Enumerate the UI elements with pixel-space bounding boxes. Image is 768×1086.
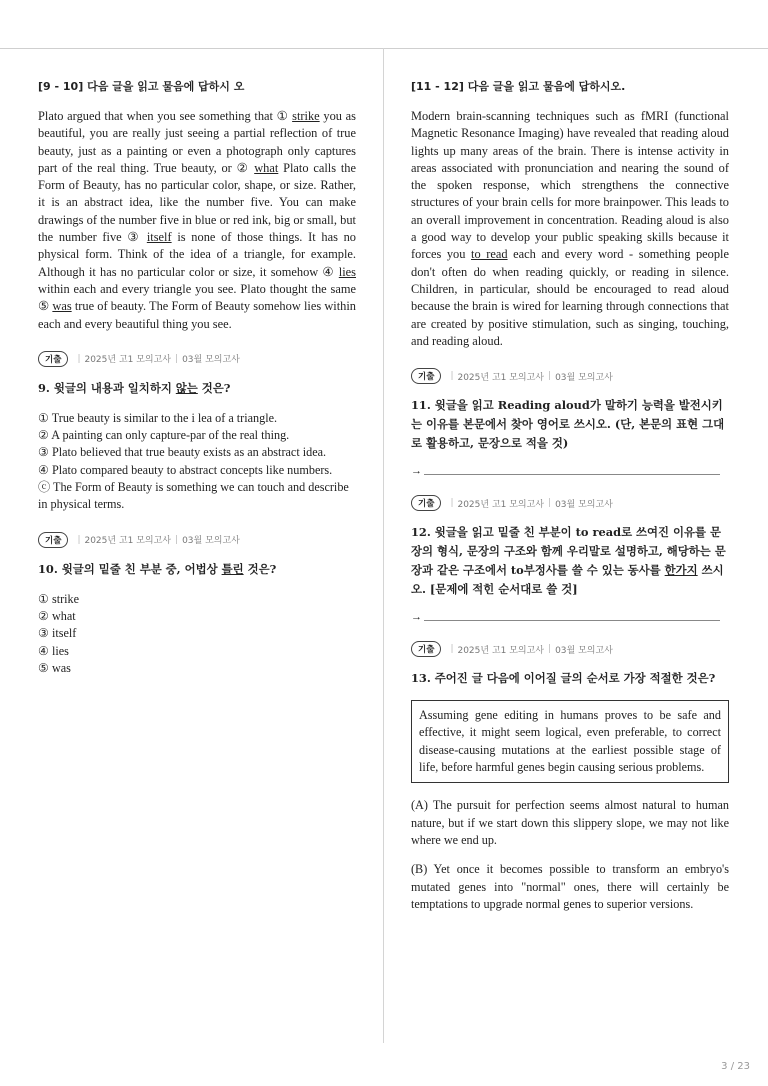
underlined-word: itself [146,230,172,245]
exam-month: 03월 모의고사 [182,355,240,366]
question-10-options [38,591,356,677]
source-badge: 기출 [411,641,441,657]
meta-separator: | [77,534,81,545]
paragraph-a: (A) The pursuit for perfection seems almost natural to human nature, but if we start down this slippery slope, we may not like where we end up. [411,798,729,847]
right-column [411,78,729,925]
underlined-word: what [254,160,279,175]
meta-separator: | [450,644,454,655]
meta-separator: | [450,498,454,509]
question-meta-9 [38,351,356,367]
passage-text: you as beautiful, you are really just seeing a partial reflection of true beauty, just as a painting or even a photograph only captures part of the real thing. True beauty, or ② [38,109,356,175]
passage-reading-aloud [411,108,729,350]
source-badge: 기출 [411,368,441,384]
question-10-title: 10. 윗글의 밑줄 친 부분 중, 어법상 틀린 것은? [38,561,277,576]
passage-text: Modern brain-scanning techniques such as fMRI (functional Magnetic Resonance Imaging) have revealed that reading aloud lights up many areas of the brain. There is intense activity in areas associated with pronunciation and nearing the sound of the spoken response, which strengthens the connective structures of your brain cells for more brainpower. This leads to an overall improvement in concentration. Reading aloud is also a good way to develop your public speaking skills because it forces you [411,109,729,262]
arrow-icon: → [411,465,422,478]
underlined-word: lies [338,264,356,279]
meta-separator: | [77,353,81,364]
option-3[interactable]: ③ Plato believed that true beauty exists as an abstract idea. [38,445,327,460]
meta-separator: | [548,498,552,509]
option-4[interactable]: ④ lies [38,643,69,658]
meta-separator: | [175,353,179,364]
exam-year: 2025년 고1 모의고사 [457,499,545,510]
question-11-title: 11. 윗글을 읽고 Reading aloud가 말하기 능력을 발전시키는 이유를 본문에서 찾아 영어로 쓰시오. (단, 본문의 표현 그대로 활용하고, 문장으로 적을 것) [411,398,725,451]
option-1[interactable]: ① True beauty is similar to the i lea of a triangle. [38,410,278,425]
paragraph-b: (B) Yet once it becomes possible to transform an embryo's mutated genes into "normal" ones, there will certainly be temptations to upgrade normal genes to superior versions. [411,862,729,911]
meta-separator: | [450,371,454,382]
option-1[interactable]: ① strike [38,591,80,606]
exam-month: 03월 모의고사 [182,536,240,547]
answer-line-11[interactable] [411,465,729,477]
question-meta-12 [411,495,729,511]
option-5[interactable]: ⑤ was [38,660,71,675]
passage-text: is none of those things. It has no physical form. Think of the idea of a triangle, for example. Although it has no particular color or size, it somehow ④ [38,230,356,279]
answer-line-12[interactable] [411,611,729,623]
question-meta-10 [38,532,356,548]
question-12-title: 12. 윗글을 읽고 밑줄 친 부분이 to read로 쓰여진 이유를 문장의 형식, 문장의 구조와 함께 우리말로 설명하고, 해당하는 문장과 같은 구조에서 to부정사를 쓸 수 있는 동사를 한가지 쓰시오. [문제에 적힌 순서대로 쓸 것] [411,525,726,597]
exam-month: 03월 모의고사 [555,645,613,656]
passage-text: Plato calls the Form of Beauty, has no particular color, shape, or size. Rather, it is an abstract idea, like the number five. You can make drawings of the number five in blue or red ink, big or small, but the number five ③ [38,160,356,245]
underlined-word: was [52,299,72,314]
source-badge: 기출 [38,351,68,367]
option-3[interactable]: ③ itself [38,626,77,641]
exam-year: 2025년 고1 모의고사 [457,645,545,656]
question-meta-11 [411,368,729,384]
option-2[interactable]: ② A painting can only capture-par of the real thing. [38,428,290,443]
answer-rule [424,614,720,621]
exam-year: 2025년 고1 모의고사 [84,355,172,366]
passage-plato [38,108,356,333]
passage-text: Plato argued that when you see something that ① [38,109,293,123]
question-9-title: 9. 윗글의 내용과 일치하지 않는 것은? [38,380,231,395]
source-badge: 기출 [411,495,441,511]
question-9-options [38,410,356,514]
option-4[interactable]: ④ Plato compared beauty to abstract concepts like numbers. [38,462,333,477]
section-heading-11-12: [11 - 12] 다음 글을 읽고 물음에 답하시오. [411,80,626,93]
option-2[interactable]: ② what [38,608,76,623]
question-13-title: 13. 주어진 글 다음에 이어질 글의 순서로 가장 적절한 것은? [411,671,716,686]
source-badge: 기출 [38,532,68,548]
passage-text: within each and every triangle you see. Plato thought the same ⑤ [38,281,356,314]
column-divider [383,48,384,1043]
answer-rule [424,468,720,475]
exam-month: 03월 모의고사 [555,499,613,510]
page-number: 3 / 23 [721,1061,750,1072]
exam-year: 2025년 고1 모의고사 [84,536,172,547]
meta-separator: | [548,644,552,655]
underlined-word: strike [292,109,320,123]
option-5[interactable]: ⓒ The Form of Beauty is something we can touch and describe in physical terms. [38,480,349,512]
passage-text: true of beauty. The Form of Beauty somehow lies within each and every beautiful thing you see. [38,299,356,331]
underlined-word: to read [471,247,508,262]
given-passage-box: Assuming gene editing in humans proves to be safe and effective, it might seem logical, even preferable, to correct disease-causing mutations at the earliest possible stage of life, before harmful genes begin causing serious problems. [411,700,729,783]
passage-text: each and every word - something people don't often do when reading quickly, or reading in silence. Children, in particular, should be encouraged to read aloud because the brain is wired for learning through connections that are created by positive stimulation, such as singing, touching, and reading aloud. [411,247,729,348]
meta-separator: | [548,371,552,382]
exam-month: 03월 모의고사 [555,372,613,383]
left-column [38,78,356,677]
arrow-icon: → [411,611,422,624]
question-meta-13 [411,641,729,657]
meta-separator: | [175,534,179,545]
top-rule [0,48,768,49]
section-heading-9-10: [9 - 10] 다음 글을 읽고 물음에 답하시 오 [38,80,245,93]
exam-year: 2025년 고1 모의고사 [457,372,545,383]
